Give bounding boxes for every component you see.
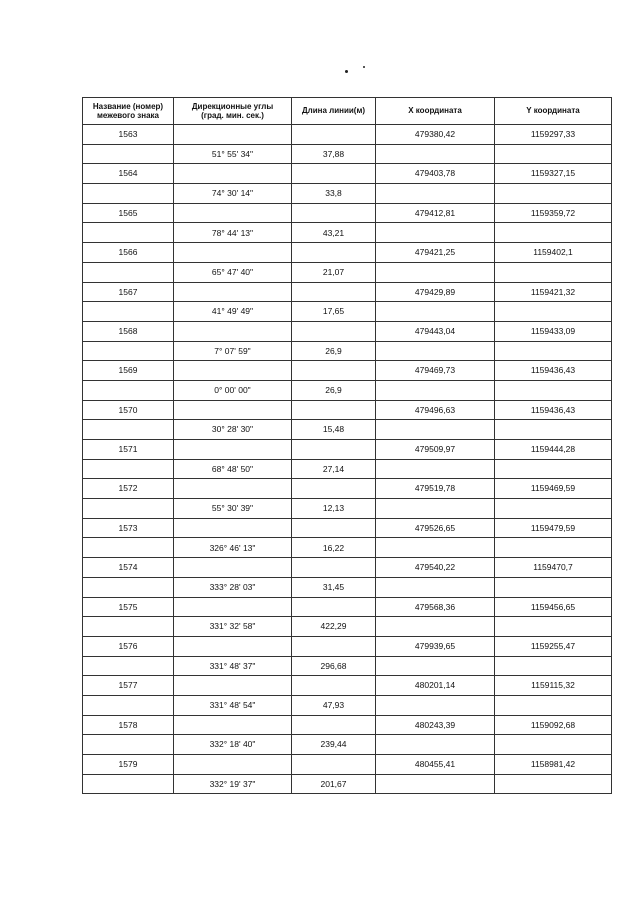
table-row	[83, 518, 612, 538]
line-length-cell: 422,29	[292, 617, 376, 637]
mark-name-cell	[83, 144, 174, 164]
mark-name-cell: 1572	[83, 479, 174, 499]
x-coordinate-cell	[376, 144, 495, 164]
table-row	[83, 755, 612, 775]
table-row	[83, 440, 612, 460]
x-coordinate-cell: 479429,89	[376, 282, 495, 302]
line-length-cell	[292, 755, 376, 775]
mark-name-cell: 1577	[83, 676, 174, 696]
direction-angle-cell: 55° 30' 39"	[174, 499, 292, 519]
mark-name-cell	[83, 420, 174, 440]
direction-angle-cell: 331° 48' 54"	[174, 695, 292, 715]
line-length-cell	[292, 164, 376, 184]
direction-angle-cell: 331° 48' 37"	[174, 656, 292, 676]
line-length-cell: 26,9	[292, 380, 376, 400]
x-coordinate-cell	[376, 459, 495, 479]
table-row	[83, 715, 612, 735]
mark-name-cell: 1575	[83, 597, 174, 617]
direction-angle-cell	[174, 164, 292, 184]
x-coordinate-cell: 479939,65	[376, 636, 495, 656]
direction-angle-cell	[174, 715, 292, 735]
x-coordinate-cell	[376, 774, 495, 794]
line-length-cell	[292, 440, 376, 460]
direction-angle-cell	[174, 243, 292, 263]
y-coordinate-cell: 1159456,65	[495, 597, 612, 617]
y-coordinate-cell	[495, 144, 612, 164]
direction-angle-cell	[174, 361, 292, 381]
table-row	[83, 203, 612, 223]
x-coordinate-cell: 479509,97	[376, 440, 495, 460]
table-row	[83, 695, 612, 715]
table-row	[83, 144, 612, 164]
x-coordinate-cell	[376, 223, 495, 243]
y-coordinate-cell: 1159436,43	[495, 361, 612, 381]
mark-name-cell: 1571	[83, 440, 174, 460]
mark-name-cell	[83, 577, 174, 597]
y-coordinate-cell: 1159433,09	[495, 321, 612, 341]
line-length-cell: 201,67	[292, 774, 376, 794]
x-coordinate-cell	[376, 735, 495, 755]
line-length-cell: 47,93	[292, 695, 376, 715]
line-length-cell: 21,07	[292, 262, 376, 282]
y-coordinate-cell	[495, 184, 612, 204]
direction-angle-cell: 74° 30' 14"	[174, 184, 292, 204]
x-coordinate-cell	[376, 262, 495, 282]
mark-name-cell	[83, 656, 174, 676]
x-coordinate-cell	[376, 499, 495, 519]
x-coordinate-cell: 479568,36	[376, 597, 495, 617]
table-row	[83, 597, 612, 617]
y-coordinate-cell: 1159470,7	[495, 558, 612, 578]
header-x-coordinate: X координата	[376, 98, 495, 125]
mark-name-cell: 1573	[83, 518, 174, 538]
x-coordinate-cell	[376, 577, 495, 597]
x-coordinate-cell: 479421,25	[376, 243, 495, 263]
y-coordinate-cell: 1159297,33	[495, 125, 612, 145]
table-row	[83, 656, 612, 676]
line-length-cell	[292, 636, 376, 656]
line-length-cell: 15,48	[292, 420, 376, 440]
line-length-cell: 33,8	[292, 184, 376, 204]
y-coordinate-cell	[495, 735, 612, 755]
x-coordinate-cell	[376, 380, 495, 400]
mark-name-cell	[83, 302, 174, 322]
y-coordinate-cell	[495, 774, 612, 794]
table-header-row	[83, 98, 612, 125]
line-length-cell	[292, 125, 376, 145]
line-length-cell: 12,13	[292, 499, 376, 519]
y-coordinate-cell: 1159092,68	[495, 715, 612, 735]
mark-name-cell	[83, 735, 174, 755]
table-row	[83, 558, 612, 578]
x-coordinate-cell: 479496,63	[376, 400, 495, 420]
mark-name-cell	[83, 262, 174, 282]
mark-name-cell: 1579	[83, 755, 174, 775]
direction-angle-cell	[174, 203, 292, 223]
mark-name-cell	[83, 184, 174, 204]
direction-angle-cell: 7° 07' 59"	[174, 341, 292, 361]
x-coordinate-cell: 480455,41	[376, 755, 495, 775]
mark-name-cell	[83, 341, 174, 361]
line-length-cell: 17,65	[292, 302, 376, 322]
y-coordinate-cell	[495, 499, 612, 519]
direction-angle-cell: 326° 46' 13"	[174, 538, 292, 558]
y-coordinate-cell: 1159469,59	[495, 479, 612, 499]
line-length-cell	[292, 243, 376, 263]
direction-angle-cell: 65° 47' 40"	[174, 262, 292, 282]
direction-angle-cell	[174, 636, 292, 656]
x-coordinate-cell: 479469,73	[376, 361, 495, 381]
boundary-marks-table	[82, 97, 612, 794]
x-coordinate-cell	[376, 341, 495, 361]
line-length-cell	[292, 321, 376, 341]
table-row	[83, 282, 612, 302]
y-coordinate-cell	[495, 302, 612, 322]
mark-name-cell	[83, 695, 174, 715]
mark-name-cell: 1578	[83, 715, 174, 735]
table-row	[83, 735, 612, 755]
header-direction-angles: Дирекционные углы (град. мин. сек.)	[174, 98, 292, 125]
x-coordinate-cell: 480243,39	[376, 715, 495, 735]
x-coordinate-cell	[376, 302, 495, 322]
line-length-cell	[292, 597, 376, 617]
x-coordinate-cell: 479403,78	[376, 164, 495, 184]
direction-angle-cell	[174, 321, 292, 341]
y-coordinate-cell: 1158981,42	[495, 755, 612, 775]
table-row	[83, 341, 612, 361]
table-row	[83, 617, 612, 637]
line-length-cell: 37,88	[292, 144, 376, 164]
line-length-cell	[292, 676, 376, 696]
table-row	[83, 321, 612, 341]
y-coordinate-cell	[495, 459, 612, 479]
table-row	[83, 223, 612, 243]
x-coordinate-cell	[376, 617, 495, 637]
y-coordinate-cell: 1159421,32	[495, 282, 612, 302]
x-coordinate-cell: 480201,14	[376, 676, 495, 696]
mark-name-cell	[83, 223, 174, 243]
y-coordinate-cell	[495, 617, 612, 637]
table-row	[83, 420, 612, 440]
line-length-cell: 43,21	[292, 223, 376, 243]
table-row	[83, 361, 612, 381]
direction-angle-cell: 333° 28' 03"	[174, 577, 292, 597]
scan-speck	[363, 66, 365, 68]
y-coordinate-cell: 1159359,72	[495, 203, 612, 223]
line-length-cell	[292, 715, 376, 735]
line-length-cell	[292, 361, 376, 381]
table-row	[83, 243, 612, 263]
direction-angle-cell: 78° 44' 13"	[174, 223, 292, 243]
direction-angle-cell	[174, 518, 292, 538]
y-coordinate-cell: 1159115,32	[495, 676, 612, 696]
line-length-cell: 26,9	[292, 341, 376, 361]
y-coordinate-cell	[495, 695, 612, 715]
line-length-cell	[292, 518, 376, 538]
x-coordinate-cell: 479526,65	[376, 518, 495, 538]
header-line-length: Длина линии(м)	[292, 98, 376, 125]
table-row	[83, 164, 612, 184]
line-length-cell: 16,22	[292, 538, 376, 558]
table-row	[83, 577, 612, 597]
y-coordinate-cell: 1159402,1	[495, 243, 612, 263]
direction-angle-cell: 0° 00' 00"	[174, 380, 292, 400]
mark-name-cell: 1574	[83, 558, 174, 578]
header-y-coordinate: Y координата	[495, 98, 612, 125]
direction-angle-cell	[174, 597, 292, 617]
y-coordinate-cell: 1159479,59	[495, 518, 612, 538]
y-coordinate-cell	[495, 420, 612, 440]
line-length-cell	[292, 558, 376, 578]
table-row	[83, 636, 612, 656]
line-length-cell	[292, 400, 376, 420]
table-row	[83, 538, 612, 558]
line-length-cell: 27,14	[292, 459, 376, 479]
line-length-cell: 296,68	[292, 656, 376, 676]
y-coordinate-cell	[495, 380, 612, 400]
x-coordinate-cell	[376, 695, 495, 715]
x-coordinate-cell	[376, 538, 495, 558]
mark-name-cell	[83, 774, 174, 794]
direction-angle-cell	[174, 282, 292, 302]
direction-angle-cell: 30° 28' 30"	[174, 420, 292, 440]
direction-angle-cell	[174, 440, 292, 460]
mark-name-cell	[83, 617, 174, 637]
mark-name-cell: 1570	[83, 400, 174, 420]
direction-angle-cell	[174, 676, 292, 696]
table-row	[83, 774, 612, 794]
mark-name-cell	[83, 459, 174, 479]
y-coordinate-cell	[495, 262, 612, 282]
x-coordinate-cell: 479519,78	[376, 479, 495, 499]
mark-name-cell: 1567	[83, 282, 174, 302]
scan-speck	[345, 70, 348, 73]
mark-name-cell: 1568	[83, 321, 174, 341]
direction-angle-cell: 51° 55' 34"	[174, 144, 292, 164]
direction-angle-cell	[174, 125, 292, 145]
mark-name-cell	[83, 499, 174, 519]
y-coordinate-cell: 1159444,28	[495, 440, 612, 460]
x-coordinate-cell: 479443,04	[376, 321, 495, 341]
line-length-cell: 239,44	[292, 735, 376, 755]
table-row	[83, 459, 612, 479]
y-coordinate-cell: 1159436,43	[495, 400, 612, 420]
direction-angle-cell	[174, 755, 292, 775]
direction-angle-cell	[174, 400, 292, 420]
y-coordinate-cell	[495, 538, 612, 558]
x-coordinate-cell	[376, 656, 495, 676]
mark-name-cell: 1566	[83, 243, 174, 263]
x-coordinate-cell: 479412,81	[376, 203, 495, 223]
table-body	[83, 125, 612, 794]
direction-angle-cell: 68° 48' 50"	[174, 459, 292, 479]
mark-name-cell: 1565	[83, 203, 174, 223]
line-length-cell	[292, 203, 376, 223]
table-row	[83, 400, 612, 420]
table-row	[83, 184, 612, 204]
direction-angle-cell	[174, 479, 292, 499]
table-row	[83, 262, 612, 282]
y-coordinate-cell	[495, 656, 612, 676]
direction-angle-cell: 332° 18' 40"	[174, 735, 292, 755]
direction-angle-cell: 332° 19' 37"	[174, 774, 292, 794]
mark-name-cell: 1564	[83, 164, 174, 184]
mark-name-cell	[83, 538, 174, 558]
y-coordinate-cell: 1159327,15	[495, 164, 612, 184]
table-row	[83, 499, 612, 519]
line-length-cell	[292, 479, 376, 499]
y-coordinate-cell: 1159255,47	[495, 636, 612, 656]
line-length-cell	[292, 282, 376, 302]
x-coordinate-cell: 479540,22	[376, 558, 495, 578]
y-coordinate-cell	[495, 223, 612, 243]
table-row	[83, 479, 612, 499]
y-coordinate-cell	[495, 341, 612, 361]
mark-name-cell: 1576	[83, 636, 174, 656]
table-row	[83, 302, 612, 322]
table-row	[83, 676, 612, 696]
x-coordinate-cell	[376, 420, 495, 440]
direction-angle-cell: 331° 32' 58"	[174, 617, 292, 637]
x-coordinate-cell: 479380,42	[376, 125, 495, 145]
mark-name-cell: 1569	[83, 361, 174, 381]
table-row	[83, 380, 612, 400]
mark-name-cell: 1563	[83, 125, 174, 145]
header-mark-name: Название (номер) межевого знака	[83, 98, 174, 125]
mark-name-cell	[83, 380, 174, 400]
y-coordinate-cell	[495, 577, 612, 597]
x-coordinate-cell	[376, 184, 495, 204]
table-row	[83, 125, 612, 145]
direction-angle-cell	[174, 558, 292, 578]
line-length-cell: 31,45	[292, 577, 376, 597]
direction-angle-cell: 41° 49' 49"	[174, 302, 292, 322]
